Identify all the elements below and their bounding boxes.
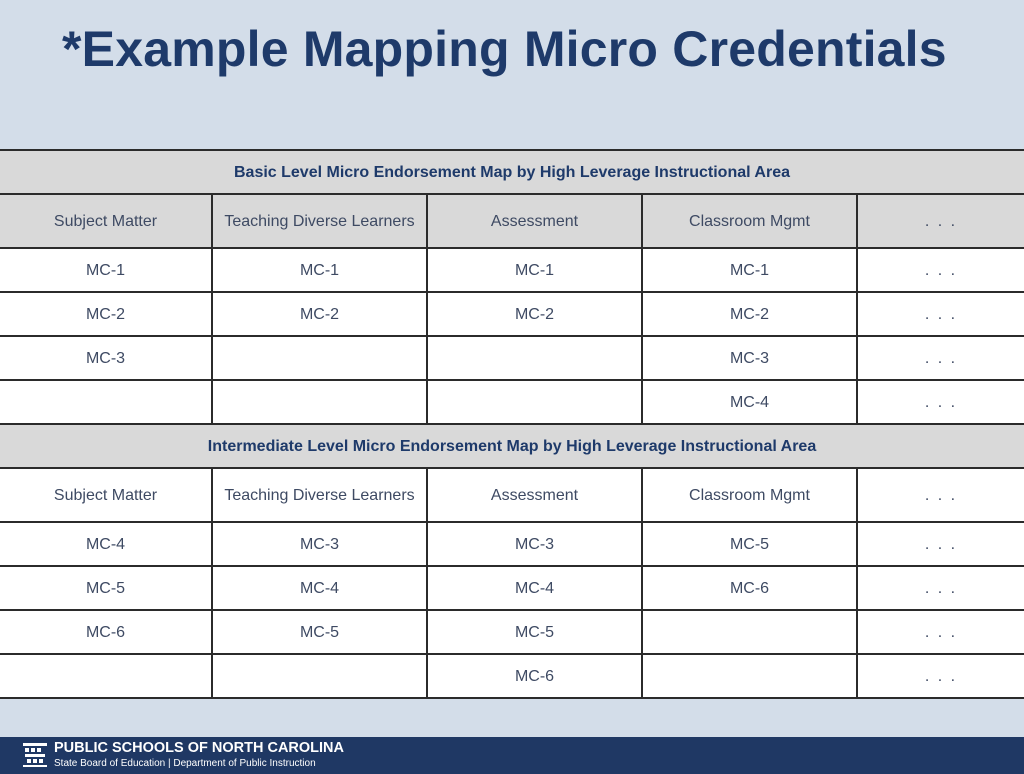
footer-subtitle: State Board of Education | Department of Public Instruction [54,758,316,769]
column-header-row [0,468,1024,522]
table-cell: MC-6 [642,566,857,610]
table-row [0,522,1024,566]
column-header: Subject Matter [0,468,212,522]
column-header: Assessment [427,194,642,248]
table-cell [427,380,642,424]
table-cell: . . . [857,654,1024,698]
table-cell: MC-4 [0,522,212,566]
table-cell [0,654,212,698]
table-cell: . . . [857,380,1024,424]
table-cell: . . . [857,566,1024,610]
slide-title: *Example Mapping Micro Credentials [62,21,947,77]
table-cell [427,336,642,380]
column-header: Teaching Diverse Learners [212,194,427,248]
table-cell: MC-4 [642,380,857,424]
section-heading-row [0,150,1024,194]
table-row [0,654,1024,698]
column-header: . . . [857,194,1024,248]
table-row [0,336,1024,380]
table-row [0,566,1024,610]
section-heading: Intermediate Level Micro Endorsement Map by High Leverage Instructional Area [0,424,1024,468]
table-cell: MC-5 [0,566,212,610]
table-cell: . . . [857,248,1024,292]
table-cell: MC-3 [427,522,642,566]
table-cell: MC-1 [0,248,212,292]
section-heading-row [0,424,1024,468]
table-cell: . . . [857,522,1024,566]
table-cell: MC-4 [427,566,642,610]
table-row [0,248,1024,292]
footer-bar [0,737,1024,774]
table-cell [212,336,427,380]
table-cell: MC-2 [212,292,427,336]
table-cell: MC-2 [642,292,857,336]
column-header: Classroom Mgmt [642,468,857,522]
table-row [0,610,1024,654]
column-header: Assessment [427,468,642,522]
table-cell [212,654,427,698]
table-cell: MC-1 [642,248,857,292]
table-cell: MC-3 [0,336,212,380]
column-header: Subject Matter [0,194,212,248]
table-cell: . . . [857,610,1024,654]
section-heading: Basic Level Micro Endorsement Map by High Leverage Instructional Area [0,150,1024,194]
table-cell: MC-2 [0,292,212,336]
column-header: Classroom Mgmt [642,194,857,248]
table-cell: MC-4 [212,566,427,610]
table-cell: MC-1 [427,248,642,292]
table-row [0,380,1024,424]
table-cell: MC-6 [0,610,212,654]
table-cell: MC-5 [427,610,642,654]
table-cell [642,610,857,654]
table-cell: MC-2 [427,292,642,336]
column-header: . . . [857,468,1024,522]
table-cell: MC-3 [212,522,427,566]
table-cell: . . . [857,292,1024,336]
column-header: Teaching Diverse Learners [212,468,427,522]
micro-endorsement-map-table [0,149,1024,699]
table-cell [642,654,857,698]
table-cell: MC-1 [212,248,427,292]
table-cell [0,380,212,424]
table-cell: MC-5 [642,522,857,566]
table-row [0,292,1024,336]
footer-title: PUBLIC SCHOOLS OF NORTH CAROLINA [54,740,344,756]
table-cell: MC-5 [212,610,427,654]
table-cell: MC-3 [642,336,857,380]
table-cell: MC-6 [427,654,642,698]
state-map-logo-icon [22,741,48,769]
column-header-row [0,194,1024,248]
table-cell: . . . [857,336,1024,380]
table-cell [212,380,427,424]
